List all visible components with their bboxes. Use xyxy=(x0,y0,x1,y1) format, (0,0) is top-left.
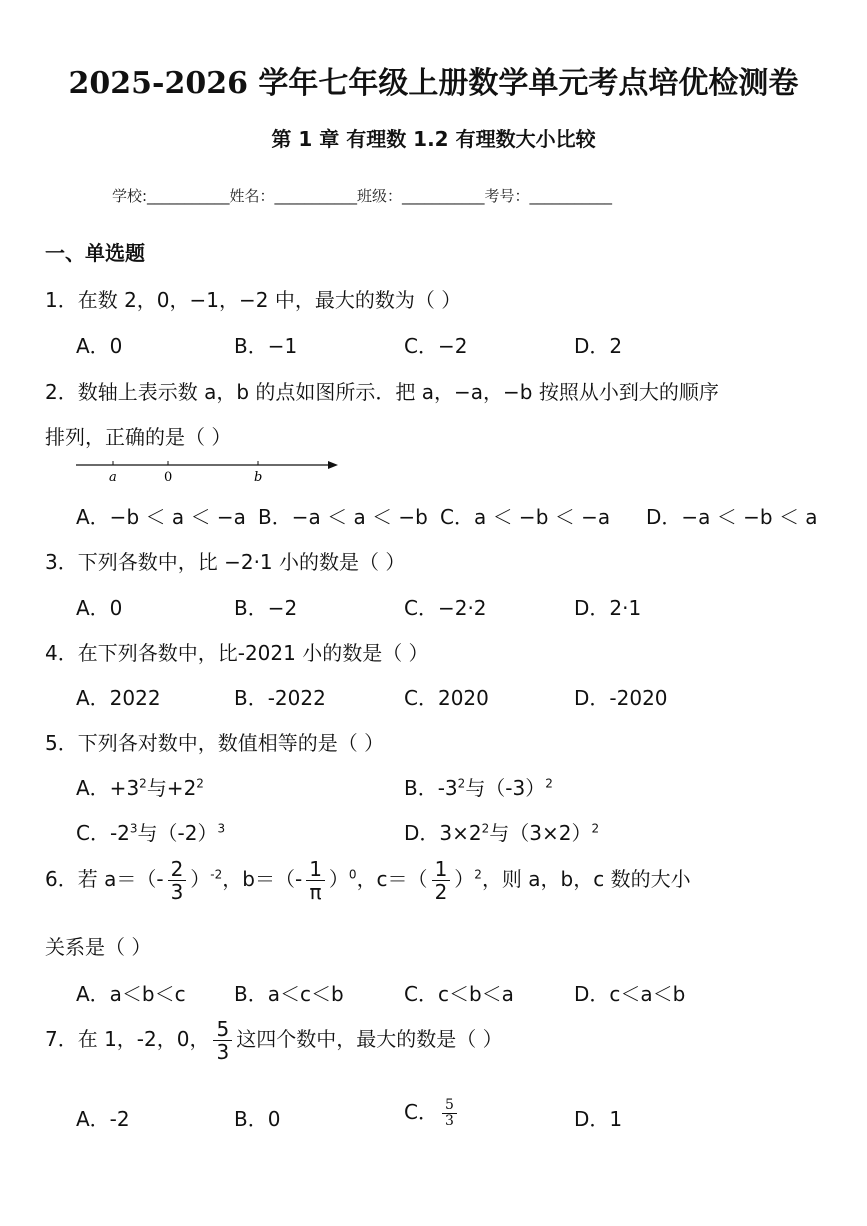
question-3-stem: 3．下列各数中，比 −2·1 小的数是（ ） xyxy=(45,550,406,574)
question-5-stem: 5．下列各对数中，数值相等的是（ ） xyxy=(45,731,385,755)
q2-option-a: A．−b ＜ a ＜ −a xyxy=(76,505,246,529)
question-2-stem-line1: 2．数轴上表示数 a，b 的点如图所示．把 a，−a，−b 按照从小到大的顺序 xyxy=(45,380,719,404)
q7-option-b: B．0 xyxy=(234,1107,281,1131)
q5-option-b: B．$-3^2$与$(-3)^2$ xyxy=(404,776,553,800)
q1-option-b: B．−1 xyxy=(234,334,298,358)
question-6-stem-line1: 6．若 a＝（- $\frac{2}{3}$ ）$^{-2}$，b＝（- $\frac{1}{\pi}$ ）$^0$，c＝（ $\frac{1}{2}$ ）$^2$，则 a，b，c 数的大小 xyxy=(45,857,691,904)
q5-option-c: C．$-2^3$与$(-2)^3$ xyxy=(76,821,226,845)
q6-option-b: B．a＜c＜b xyxy=(234,982,344,1006)
fraction-b: $\frac{1}{\pi}$ xyxy=(306,858,325,903)
fraction-c: $\frac{1}{2}$ xyxy=(432,858,451,903)
page-title: 2025-2026 学年七年级上册数学单元考点培优检测卷 xyxy=(68,66,799,101)
section-heading: 一、单选题 xyxy=(45,241,145,265)
question-6-stem-line2: 关系是（ ） xyxy=(45,935,152,959)
fraction-five-thirds: $\frac{5}{3}$ xyxy=(213,1018,232,1063)
q2-option-d: D．−a ＜ −b ＜ a xyxy=(646,505,818,529)
axis-label-a: a xyxy=(109,470,117,485)
question-4-stem: 4．在下列各数中，比-2021 小的数是（ ） xyxy=(45,641,429,665)
student-info-line: 学校:___________姓名：___________班级：___________考号：___________ xyxy=(112,187,613,205)
question-1-stem: 1．在数 2，0，−1，−2 中，最大的数为（ ） xyxy=(45,288,462,312)
q1-option-a: A．0 xyxy=(76,334,123,358)
q4-option-a: A．2022 xyxy=(76,686,161,710)
q2-option-c: C．a ＜ −b ＜ −a xyxy=(440,505,611,529)
q3-option-c: C．−2·2 xyxy=(404,596,487,620)
axis-label-b: b xyxy=(254,470,263,485)
q4-option-c: C．2020 xyxy=(404,686,489,710)
q5-option-d: D．$3\times 2^2$与$(3\times 2)^2$ xyxy=(404,821,600,845)
q1-option-d: D．2 xyxy=(574,334,623,358)
q5-option-a: A．$+3^2$与$+2^2$ xyxy=(76,776,204,800)
q3-option-a: A．0 xyxy=(76,596,123,620)
q7-option-d: D．1 xyxy=(574,1107,623,1131)
q6-option-c: C．c＜b＜a xyxy=(404,982,514,1006)
page-subtitle: 第 1 章 有理数 1.2 有理数大小比较 xyxy=(271,127,596,151)
q7-option-c: C． $\frac{5}{3}$ xyxy=(404,1096,461,1129)
q3-option-b: B．−2 xyxy=(234,596,298,620)
axis-label-zero: 0 xyxy=(164,470,173,485)
q7-option-a: A．-2 xyxy=(76,1107,130,1131)
q1-option-c: C．−2 xyxy=(404,334,468,358)
fraction-small-five-thirds: $\frac{5}{3}$ xyxy=(442,1098,457,1130)
fraction-a: $\frac{2}{3}$ xyxy=(168,858,187,903)
q3-option-d: D．2·1 xyxy=(574,596,642,620)
question-7-stem: 7．在 1，-2，0， $\frac{5}{3}$ 这四个数中，最大的数是（ ） xyxy=(45,1017,503,1064)
q2-option-b: B．−a ＜ a ＜ −b xyxy=(258,505,428,529)
q4-option-b: B．-2022 xyxy=(234,686,326,710)
question-2-stem-line2: 排列，正确的是（ ） xyxy=(45,425,232,449)
number-line-diagram xyxy=(70,455,350,487)
q6-option-a: A．a＜b＜c xyxy=(76,982,186,1006)
q4-option-d: D．-2020 xyxy=(574,686,668,710)
q6-option-d: D．c＜a＜b xyxy=(574,982,686,1006)
